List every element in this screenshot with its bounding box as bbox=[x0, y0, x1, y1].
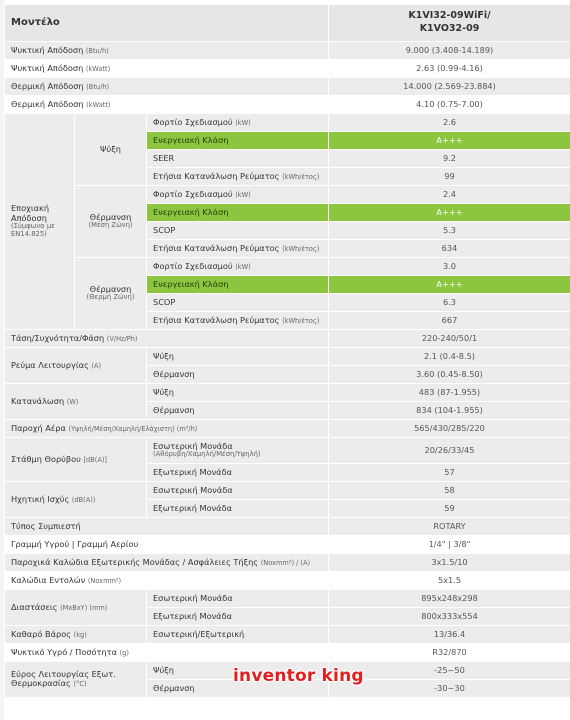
row-value: 13/36.4 bbox=[329, 626, 570, 644]
spec-table bbox=[4, 4, 570, 698]
row-value: -30~30 bbox=[329, 680, 570, 698]
seasonal-heating-mid-label: Θέρμανση (Μέση Ζώνη) bbox=[75, 186, 147, 258]
row-label: Θέρμανση bbox=[147, 402, 329, 420]
row-label: Εξωτερική Μονάδα bbox=[147, 608, 329, 626]
row-label: Εσωτερική Μονάδα bbox=[147, 482, 329, 500]
energy-class-label: Ενεργειακή Κλάση bbox=[147, 276, 329, 294]
noise-label: Στάθμη Θορύβου [dB(A)] bbox=[5, 438, 147, 482]
energy-class-value: A+++ bbox=[329, 204, 570, 222]
row-value: 5x1.5 bbox=[329, 572, 570, 590]
row-label: Τύπος Συμπιεστή bbox=[5, 518, 329, 536]
model-label: Μοντέλο bbox=[5, 5, 329, 42]
row-label: Ψύξη bbox=[147, 662, 329, 680]
row-value: 20/26/33/45 bbox=[329, 438, 570, 464]
table-row bbox=[5, 186, 570, 204]
table-row bbox=[5, 518, 570, 536]
consumption-label: Κατανάλωση (W) bbox=[5, 384, 147, 420]
row-label: Φορτίο Σχεδιασμού (kW) bbox=[147, 186, 329, 204]
row-value: 57 bbox=[329, 464, 570, 482]
row-label: Εξωτερική Μονάδα bbox=[147, 464, 329, 482]
header-row bbox=[5, 5, 570, 42]
row-value: ROTARY bbox=[329, 518, 570, 536]
table-row bbox=[5, 330, 570, 348]
row-label: Ψυκτικό Υγρό / Ποσότητα (g) bbox=[5, 644, 329, 662]
row-sublabel: Εσωτερική/Εξωτερική bbox=[147, 626, 329, 644]
energy-class-label: Ενεργειακή Κλάση bbox=[147, 204, 329, 222]
row-value: 2.4 bbox=[329, 186, 570, 204]
row-label: Ετήσια Κατανάλωση Ρεύματος (kWh/έτος) bbox=[147, 168, 329, 186]
row-value: 800x333x554 bbox=[329, 608, 570, 626]
row-value: 1/4" | 3/8" bbox=[329, 536, 570, 554]
table-row bbox=[5, 42, 570, 60]
table-row bbox=[5, 644, 570, 662]
row-value: 2.63 (0.99-4.16) bbox=[329, 60, 570, 78]
row-label: Καλώδια Εντολών (Noxmm²) bbox=[5, 572, 329, 590]
watermark-text: inventor king bbox=[233, 666, 364, 686]
row-label: SCOP bbox=[147, 294, 329, 312]
energy-class-value: A+++ bbox=[329, 276, 570, 294]
table-row bbox=[5, 572, 570, 590]
row-value: 3.0 bbox=[329, 258, 570, 276]
row-label: Ετήσια Κατανάλωση Ρεύματος (kWh/έτος) bbox=[147, 312, 329, 330]
row-value: 6.3 bbox=[329, 294, 570, 312]
table-row bbox=[5, 438, 570, 464]
row-value: 483 (87-1.955) bbox=[329, 384, 570, 402]
row-label: Ψυκτική Απόδοση (kWatt) bbox=[5, 60, 329, 78]
table-row bbox=[5, 384, 570, 402]
row-value: 4.10 (0.75-7.00) bbox=[329, 96, 570, 114]
seasonal-cooling-label: Ψύξη bbox=[75, 114, 147, 186]
sound-power-label: Ηχητική Ισχύς (dB(A)) bbox=[5, 482, 147, 518]
dimensions-label: Διαστάσεις (MxBxY) (mm) bbox=[5, 590, 147, 626]
table-row bbox=[5, 536, 570, 554]
row-value: 9.2 bbox=[329, 150, 570, 168]
table-row bbox=[5, 420, 570, 438]
model-name bbox=[329, 5, 570, 42]
row-label: SEER bbox=[147, 150, 329, 168]
row-label: Παροχικά Καλώδια Εξωτερικής Μονάδας / Ασφάλειες Τήξης (Noxmm²) / (A) bbox=[5, 554, 329, 572]
row-label: Τάση/Συχνότητα/Φάση (V/Hz/Ph) bbox=[5, 330, 329, 348]
row-label: Θερμική Απόδοση (Btu/h) bbox=[5, 78, 329, 96]
table-row bbox=[5, 482, 570, 500]
row-label: Γραμμή Υγρού | Γραμμή Αερίου bbox=[5, 536, 329, 554]
row-label: Φορτίο Σχεδιασμού (kW) bbox=[147, 258, 329, 276]
row-label: Ψύξη bbox=[147, 384, 329, 402]
row-label: Θέρμανση bbox=[147, 680, 329, 698]
row-label: Παροχή Αέρα (Υψηλή/Μέση/Χαμηλή/Ελάχιστη) (m³/h) bbox=[5, 420, 329, 438]
row-label: Ψύξη bbox=[147, 348, 329, 366]
row-value: 895x248x298 bbox=[329, 590, 570, 608]
range-label: Εύρος Λειτουργίας Εξωτ. Θερμοκρασίας (°C) bbox=[5, 662, 147, 698]
energy-class-value: A+++ bbox=[329, 132, 570, 150]
row-value: 58 bbox=[329, 482, 570, 500]
row-value: 834 (104-1.955) bbox=[329, 402, 570, 420]
row-value: 220-240/50/1 bbox=[329, 330, 570, 348]
table-row bbox=[5, 78, 570, 96]
row-value: 3.60 (0.45-8.50) bbox=[329, 366, 570, 384]
row-value: 3x1.5/10 bbox=[329, 554, 570, 572]
table-row bbox=[5, 554, 570, 572]
row-label: Θερμική Απόδοση (kWatt) bbox=[5, 96, 329, 114]
row-label: Εξωτερική Μονάδα bbox=[147, 500, 329, 518]
current-label: Ρεύμα Λειτουργίας (A) bbox=[5, 348, 147, 384]
row-value: 59 bbox=[329, 500, 570, 518]
row-value: 565/430/285/220 bbox=[329, 420, 570, 438]
table-row bbox=[5, 60, 570, 78]
row-label: SCOP bbox=[147, 222, 329, 240]
model-line-2: K1VO32-09 bbox=[419, 23, 480, 34]
energy-class-label: Ενεργειακή Κλάση bbox=[147, 132, 329, 150]
row-value: 99 bbox=[329, 168, 570, 186]
row-value: 14.000 (2.569-23.884) bbox=[329, 78, 570, 96]
table-row bbox=[5, 590, 570, 608]
seasonal-heating-warm-label: Θέρμανση (Θερμή Ζώνη) bbox=[75, 258, 147, 330]
table-row bbox=[5, 348, 570, 366]
row-value: 634 bbox=[329, 240, 570, 258]
row-label: Καθαρό Βάρος (kg) bbox=[5, 626, 147, 644]
row-value: 2.1 (0.4-8.5) bbox=[329, 348, 570, 366]
row-value: 9.000 (3.408-14.189) bbox=[329, 42, 570, 60]
table-row bbox=[5, 96, 570, 114]
row-label: Θέρμανση bbox=[147, 366, 329, 384]
table-row bbox=[5, 258, 570, 276]
row-label: Φορτίο Σχεδιασμού (kW) bbox=[147, 114, 329, 132]
table-row bbox=[5, 626, 570, 644]
model-line-1: K1VI32-09WiFi/ bbox=[408, 10, 491, 22]
row-value: R32/870 bbox=[329, 644, 570, 662]
row-label: Εσωτερική Μονάδα bbox=[147, 590, 329, 608]
row-value: -25~50 bbox=[329, 662, 570, 680]
row-value: 2.6 bbox=[329, 114, 570, 132]
row-label: Ετήσια Κατανάλωση Ρεύματος (kWh/έτος) bbox=[147, 240, 329, 258]
row-label: Εσωτερική Μονάδα (Αθόρυβη/Χαμηλή/Μέση/Υψηλή) bbox=[147, 438, 329, 464]
row-label: Ψυκτική Απόδοση (Btu/h) bbox=[5, 42, 329, 60]
row-value: 5.3 bbox=[329, 222, 570, 240]
row-value: 667 bbox=[329, 312, 570, 330]
table-row bbox=[5, 114, 570, 132]
seasonal-group-label: Εποχιακή Απόδοση (Σύμφωνα με EN14.825) bbox=[5, 114, 75, 330]
